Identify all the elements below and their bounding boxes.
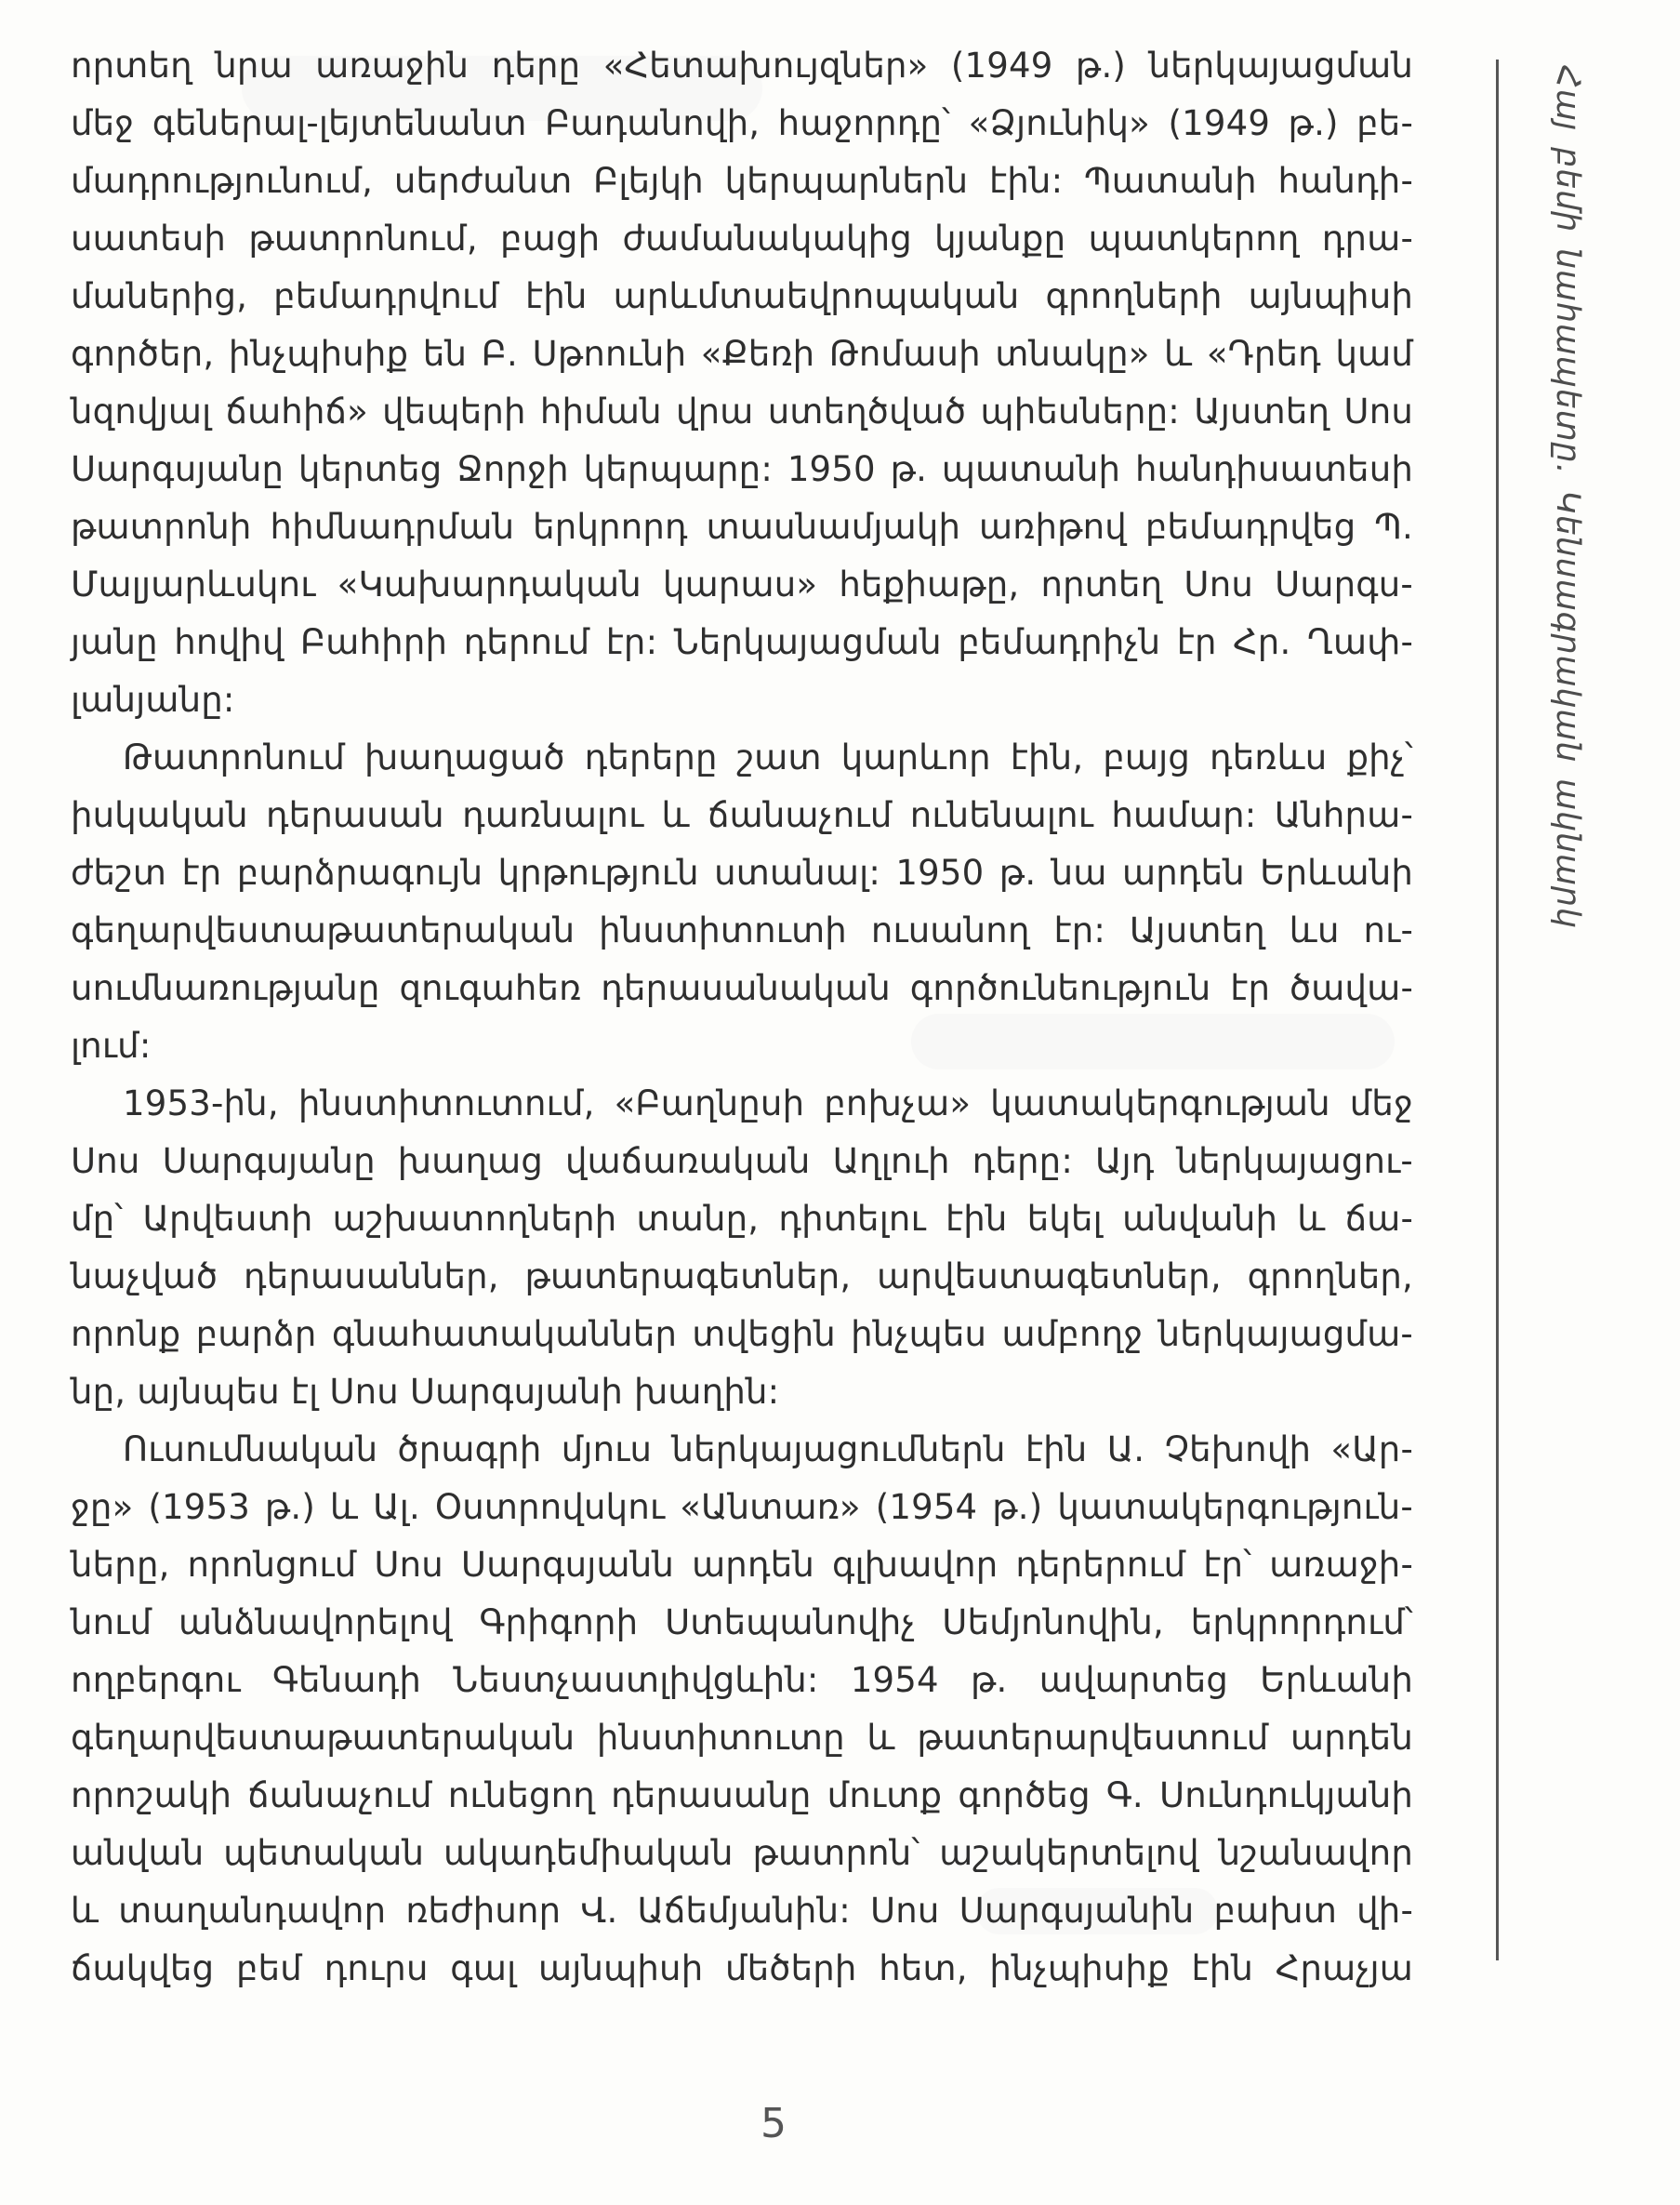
text-line: նում անձնավորելով Գրիգորի Ստեպանովիչ Սեմյոնովին, երկրորդում՝ [71,1602,1413,1642]
text-line: սատեսի թատրոնում, բացի ժամանակակից կյանքը պատկերող դրա- [71,219,1413,259]
text-line: սումնառությանը զուգահեռ դերասանական գործունեություն էր ծավա- [71,968,1413,1008]
text-line: մադրությունում, սերժանտ Բլեյկի կերպարներն էին: Պատանի հանդի- [71,161,1413,201]
text-line: յանը հովիվ Բահիրի դերում էր: Ներկայացման բեմադրիչն էր Հր. Ղափ- [71,622,1413,662]
text-line: նը, այնպես էլ Սոս Սարգսյանի խաղին: [71,1372,780,1412]
text-line: մը՝ Արվեստի աշխատողների տանը, դիտելու էին եկել անվանի և ճա- [71,1199,1413,1239]
paragraph [71,1421,1413,1998]
text-line: Սոս Սարգսյանը խաղաց վաճառական Աղլուի դերը: Այդ ներկայացու- [71,1141,1413,1181]
paragraph [71,729,1413,1075]
text-line: լում: [71,1026,152,1066]
text-line: Ուսումնական ծրագրի մյուս ներկայացումներն էին Ա. Չեխովի «Ար- [123,1429,1413,1469]
text-line: Թատրոնում խաղացած դերերը շատ կարևոր էին, բայց դեռևս քիչ՝ [123,737,1413,777]
text-line: գեղարվեստաթատերական ինստիտուտը և թատերարվեստում արդեն [71,1718,1413,1758]
text-line: ողբերգու Գենադի Նեստչաստլիվցևին: 1954 թ. ավարտեց Երևանի [71,1660,1413,1700]
text-line: որտեղ նրա առաջին դերը «Հետախույզներ» (1949 թ.) ներկայացման [71,46,1413,86]
page-number: 5 [761,2100,787,2147]
paragraph [71,1075,1413,1421]
text-line: 1953-ին, ինստիտուտում, «Բաղնըսի բոխչա» կատակերգության մեջ [123,1083,1413,1123]
text-line: նաչված դերասաններ, թատերագետներ, արվեստագետներ, գրողներ, [71,1256,1413,1296]
margin-rule [1496,60,1499,1960]
body-text-block [71,37,1413,1998]
text-line: անվան պետական ակադեմիական թատրոն՝ աշակերտելով նշանավոր [71,1833,1413,1873]
text-line: թատրոնի հիմնադրման երկրորդ տասնամյակի առիթով բեմադրվեց Պ. [71,507,1413,547]
text-line: նզովյալ ճահիճ» վեպերի հիման վրա ստեղծված պիեսները: Այստեղ Սոս [71,392,1413,432]
text-line: գեղարվեստաթատերական ինստիտուտի ուսանող էր: Այստեղ ևս ու- [71,910,1413,950]
text-line: որոշակի ճանաչում ունեցող դերասանը մուտք գործեց Գ. Սունդուկյանի [71,1775,1413,1815]
text-line: լանյանը: [71,680,235,720]
paragraph [71,37,1413,729]
text-line: մաներից, բեմադրվում էին արևմտաեվրոպական գրողների այնպիսի [71,276,1413,316]
text-line: և տաղանդավոր ռեժիսոր Վ. Աճեմյանին: Սոս Սարգսյանին բախտ վի- [71,1891,1413,1931]
text-line: գործեր, ինչպիսիք են Բ. Սթոունի «Քեռի Թոմասի տնակը» և «Դրեդ կամ [71,334,1413,374]
text-line: ժեշտ էր բարձրագույն կրթություն ստանալ: 1950 թ. նա արդեն Երևանի [71,853,1413,893]
text-line: ճակվեց բեմ դուրս գալ այնպիսի մեծերի հետ, ինչպիսիք էին Հրաչյա [71,1948,1413,1988]
text-line: ները, որոնցում Սոս Սարգսյանն արդեն գլխավոր դերերում էր՝ առաջի- [71,1545,1413,1585]
text-line: իսկական դերասան դառնալու և ճանաչում ունենալու համար: Անհրա- [71,795,1413,835]
text-line: ջը» (1953 թ.) և Ալ. Օստրովսկու «Անտառ» (1954 թ.) կատակերգություն- [71,1487,1413,1527]
text-line: որոնք բարձր գնահատականներ տվեցին ինչպես ամբողջ ներկայացմա- [71,1314,1413,1354]
text-line: մեջ գեներալ-լեյտենանտ Բադանովի, հաջորդը՝ «Ձյունիկ» (1949 թ.) բե- [71,103,1413,143]
margin-caption: Հայ բեմի նահապետը. Կենսագրական ակնարկ [1549,65,1586,929]
text-line: Մալյարևսկու «Կախարդական կարաս» հեքիաթը, որտեղ Սոս Սարգս- [71,565,1413,604]
text-line: Սարգսյանը կերտեց Ջորջի կերպարը: 1950 թ. պատանի հանդիսատեսի [71,449,1413,489]
